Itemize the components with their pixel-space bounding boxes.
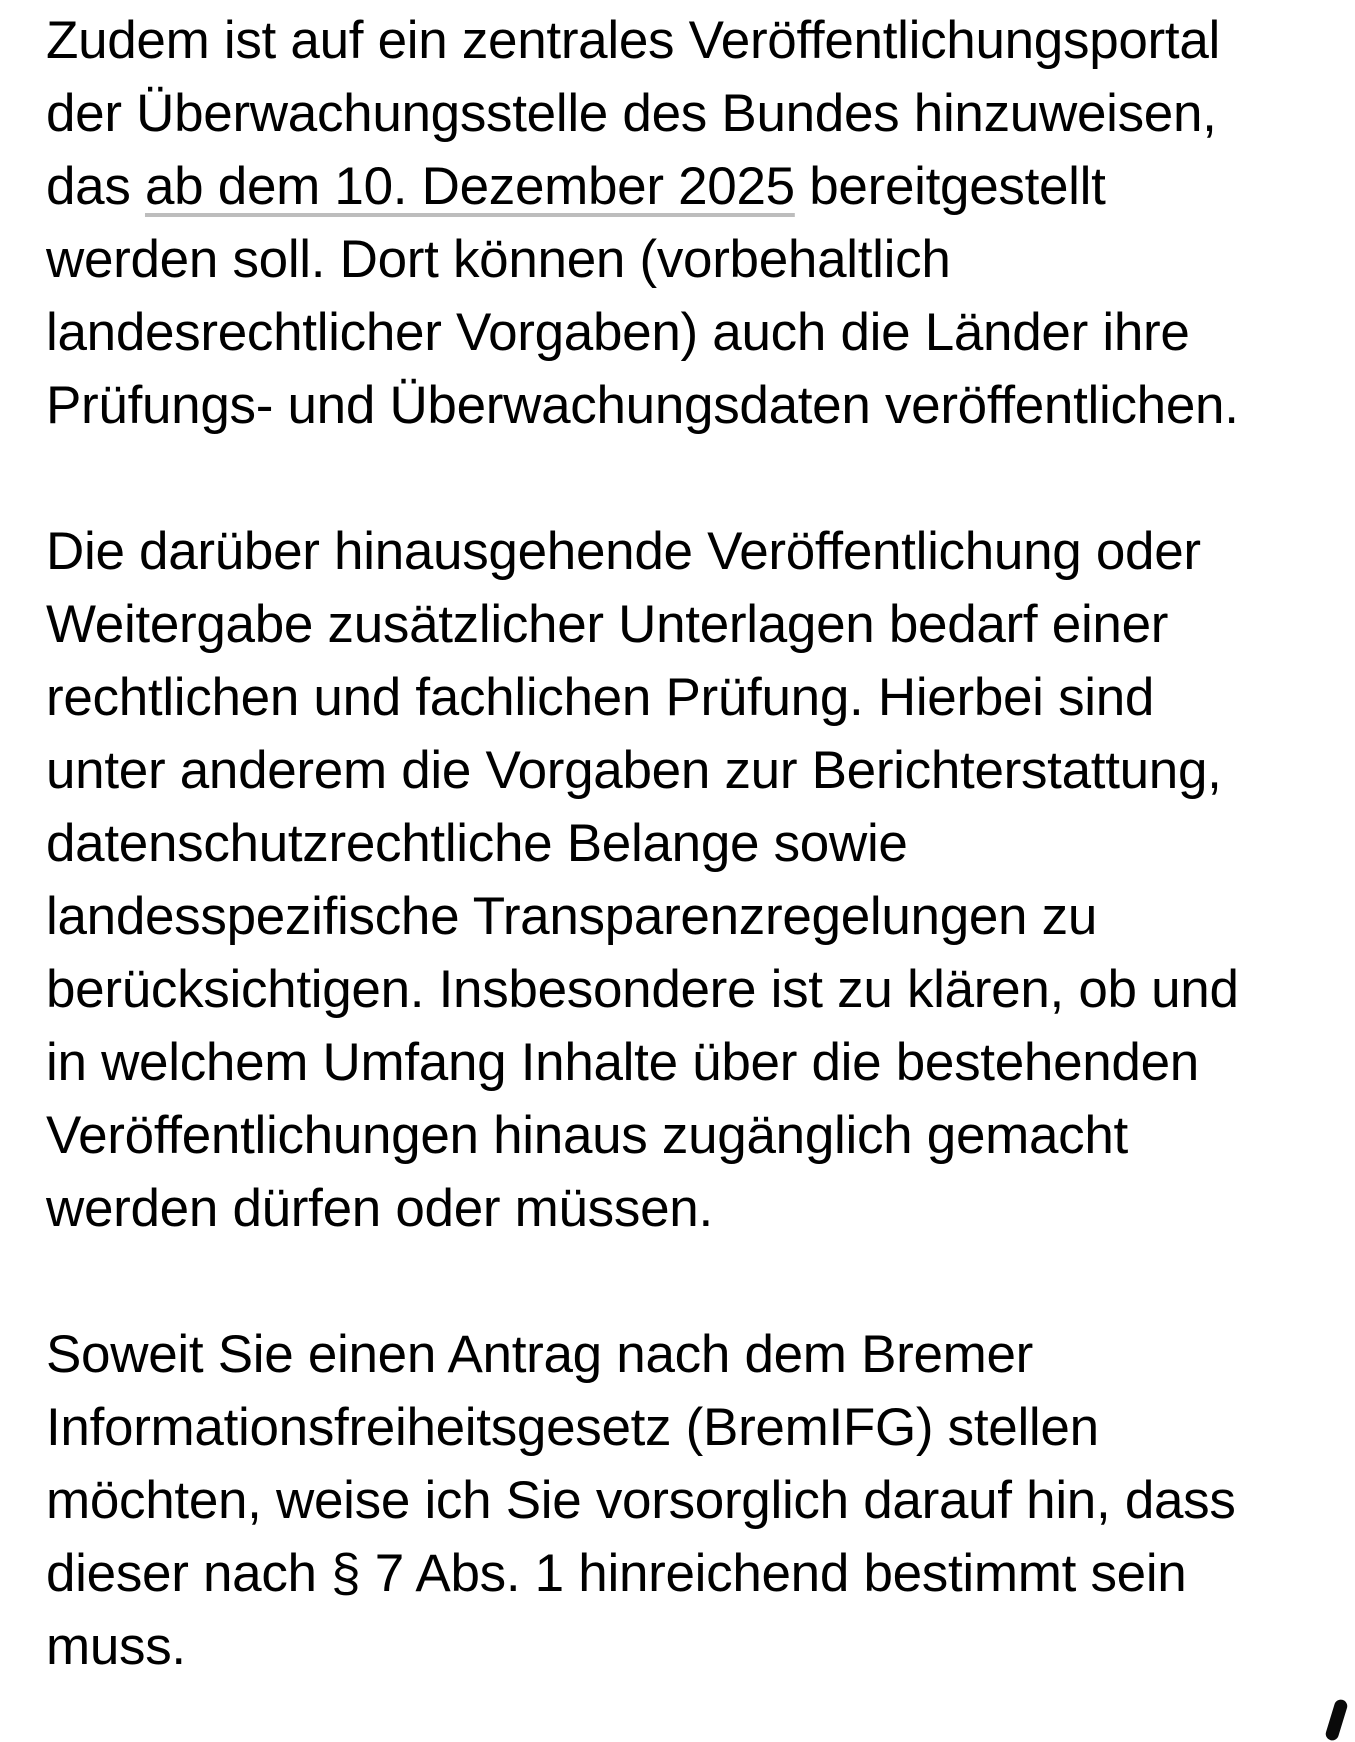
text-line: Informationsfreiheitsgesetz (BremIFG) stellen xyxy=(46,1398,1099,1457)
date-link[interactable]: ab dem 10. Dezember 2025 xyxy=(144,157,795,216)
text-line: datenschutzrechtliche Belange sowie xyxy=(46,814,908,873)
text-line: der Überwachungsstelle des Bundes hinzuweisen, xyxy=(46,84,1217,143)
text-line: Veröffentlichungen hinaus zugänglich gemacht xyxy=(46,1106,1128,1165)
text-line: in welchem Umfang Inhalte über die bestehenden xyxy=(46,1033,1199,1092)
text-line: landesrechtlicher Vorgaben) auch die Länder ihre xyxy=(46,303,1190,362)
paragraph-1 xyxy=(46,4,1335,442)
pen-stroke-fragment-icon xyxy=(1324,1698,1349,1742)
text-line: rechtlichen und fachlichen Prüfung. Hierbei sind xyxy=(46,668,1155,727)
paragraph-3 xyxy=(46,1318,1335,1683)
text-line: Weitergabe zusätzlicher Unterlagen bedarf einer xyxy=(46,595,1169,654)
text-line: werden dürfen oder müssen. xyxy=(46,1179,713,1238)
text-line: unter anderem die Vorgaben zur Berichterstattung, xyxy=(46,741,1222,800)
text-line: dieser nach § 7 Abs. 1 hinreichend bestimmt sein xyxy=(46,1544,1187,1603)
text-line: muss. xyxy=(46,1617,186,1676)
text-line: Soweit Sie einen Antrag nach dem Bremer xyxy=(46,1325,1034,1384)
paragraph-2 xyxy=(46,515,1335,1245)
text-line: Die darüber hinausgehende Veröffentlichung oder xyxy=(46,522,1201,581)
text-line: möchten, weise ich Sie vorsorglich darauf hin, dass xyxy=(46,1471,1236,1530)
text-segment: bereitgestellt xyxy=(794,157,1106,216)
text-line: landesspezifische Transparenzregelungen zu xyxy=(46,887,1098,946)
text-line: werden soll. Dort können (vorbehaltlich xyxy=(46,230,951,289)
text-line: Prüfungs- und Überwachungsdaten veröffentlichen. xyxy=(46,376,1239,435)
text-line: berücksichtigen. Insbesondere ist zu klären, ob und xyxy=(46,960,1239,1019)
text-line xyxy=(46,150,1335,223)
text-line: Zudem ist auf ein zentrales Veröffentlichungsportal xyxy=(46,11,1220,70)
text-segment: das xyxy=(46,157,145,216)
